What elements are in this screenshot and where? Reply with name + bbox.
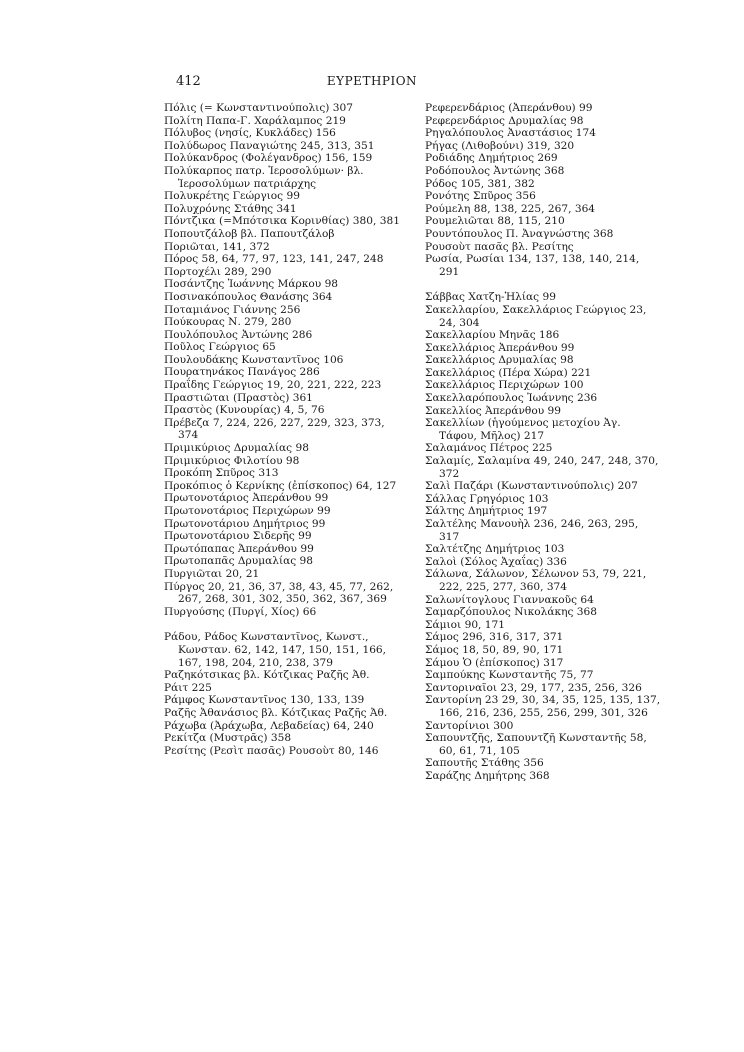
index-entry: Σάββας Χατζη-Ἠλίας 99: [425, 291, 556, 304]
section-gap: [164, 618, 400, 631]
index-entry: Πόρος 58, 64, 77, 97, 123, 141, 247, 248: [164, 253, 384, 266]
index-entry: Πραστιῶται (Πραστὸς) 361: [164, 391, 313, 404]
index-entry: Σαλαμίς, Σαλαμίνα 49, 240, 247, 248, 370, 372: [425, 455, 659, 480]
index-entry: Ρήγας (Λιθοβούνι) 319, 320: [425, 139, 575, 152]
index-entry: Σαλαμάνος Πέτρος 225: [425, 442, 553, 455]
index-entry: Πριμικύριος Φιλοτίου 98: [164, 454, 300, 467]
index-entry: Σαντοριναῖοι 23, 29, 177, 235, 256, 326: [425, 681, 642, 694]
index-entry: Πόντζικα (=Μπότσικα Κορινθίας) 380, 381: [164, 215, 400, 228]
index-entry: Σακελλάριος Δρυμαλίας 98: [425, 354, 574, 367]
index-entry: Πουρατηνάκος Πανάγος 286: [164, 366, 320, 379]
index-entry: Ρουντόπουλος Π. Ἀναγνώστης 368: [425, 227, 614, 240]
index-entry: Πουλουδάκης Κωνσταντῖνος 106: [164, 353, 344, 366]
index-entry: Σακελλίος Ἀπεράνθου 99: [425, 404, 561, 417]
index-entry: Σακελλαρόπουλος Ἰωάννης 236: [425, 392, 598, 405]
index-entry: Πρωτονοτάριος Περιχώρων 99: [164, 505, 331, 517]
index-entry: Ρόδος 105, 381, 382: [425, 177, 535, 190]
index-entry: Πύργος 20, 21, 36, 37, 38, 43, 45, 77, 262, 267, 268, 301, 302, 350, 362, 367, 369: [164, 580, 394, 606]
index-entry: Σάλλας Γρηγόριος 103: [425, 492, 549, 505]
index-entry: Ρουμελιῶται 88, 115, 210: [425, 215, 565, 228]
index-entry: Πολυχρόνης Στάθης 341: [164, 202, 297, 215]
index-entry: Ρουσοὺτ πασᾶς βλ. Ρεσίτης: [425, 240, 574, 253]
index-entry: Σαπουτῆς Στάθης 356: [425, 757, 544, 770]
index-entry: Πολυκρέτης Γεώργιος 99: [164, 190, 300, 203]
index-entry: Σαλτέτζης Δημήτριος 103: [425, 543, 565, 556]
index-entry: Σαλὶ Παζάρι (Κωνσταντινούπολις) 207: [425, 480, 638, 493]
index-entry: Σάμος 296, 316, 317, 371: [425, 631, 564, 644]
index-entry: Σαπουντζῆς, Σαπουντζῆ Κωνσταντῆς 58, 60, 61, 71, 105: [425, 732, 647, 757]
index-entry: Πολίτη Παπα-Γ. Χαράλαμπος 219: [164, 114, 346, 127]
index-entry: Σακελλαρίου Μηνᾶς 186: [425, 329, 560, 342]
index-entry: Ραζηκότσικας βλ. Κότζικας Ραζῆς Ἀθ.: [164, 669, 370, 682]
index-entry: Σάμος 18, 50, 89, 90, 171: [425, 643, 564, 656]
index-entry: Ράχωβα (Ἀράχωβα, Λεβαδείας) 64, 240: [164, 719, 374, 732]
index-entry: Σαράζης Δημήτρης 368: [425, 769, 550, 782]
index-entry: Πρωτόπαπας Ἀπεράνθου 99: [164, 542, 314, 555]
index-entry: Πραστὸς (Κυνουρίας) 4, 5, 76: [164, 404, 325, 417]
index-entry: Ραζῆς Ἀθανάσιος βλ. Κότζικας Ραζῆς Ἀθ.: [164, 706, 388, 719]
index-entry: Πυργούσης (Πυργί, Χίος) 66: [164, 605, 317, 618]
index-column-left: [164, 102, 400, 757]
index-entry: Πορτοχέλι 289, 290: [164, 265, 272, 278]
index-entry: Σάμιοι 90, 171: [425, 618, 506, 631]
index-entry: Πολύδωρος Παναγιώτης 245, 313, 351: [164, 139, 375, 152]
index-entry: Ποπουτζάλοβ βλ. Παπουτζάλοβ: [164, 227, 335, 240]
index-entry: Πολύκαρπος πατρ. Ἱεροσολύμων· βλ. Ἱεροσολύμων πατριάρχης: [164, 164, 364, 190]
index-entry: Ποταμιάνος Γιάννης 256: [164, 303, 301, 316]
section-gap: [425, 278, 661, 291]
index-entry: Πολύκανδρος (Φολέγανδρος) 156, 159: [164, 152, 373, 165]
index-entry: Πραΐδης Γεώργιος 19, 20, 221, 222, 223: [164, 379, 382, 392]
index-entry: Πρωτονοτάριου Σιδερῆς 99: [164, 530, 312, 543]
index-entry: Ρεφερενδάριος Δρυμαλίας 98: [425, 114, 584, 127]
index-entry: Ποσάντζης Ἰωάννης Μάρκου 98: [164, 278, 339, 291]
index-entry: Ροδόπουλος Ἀντώνης 368: [425, 164, 565, 177]
index-entry: Ρηγαλόπουλος Ἀναστάσιος 174: [425, 127, 597, 140]
index-entry: Προκόπιος ὁ Κερνίκης (ἐπίσκοπος) 64, 127: [164, 479, 397, 492]
index-entry: Ρεκίτζα (Μυστρᾶς) 358: [164, 732, 292, 745]
index-entry: Σακελλαρίου, Σακελλάριος Γεώργιος 23, 24, 304: [425, 303, 647, 329]
index-entry: Πουλόπουλος Ἀντώνης 286: [164, 328, 313, 341]
index-entry: Ποῦλος Γεώργιος 65: [164, 341, 276, 354]
index-entry: Σάλωνα, Σάλωνον, Σέλωνον 53, 79, 221, 222, 225, 277, 360, 374: [425, 568, 647, 593]
index-entry: Προκόπη Σπῦρος 313: [164, 467, 279, 480]
index-entry: Σακελλίων (ἡγούμενος μετοχίου Ἀγ. Τάφου, Μῆλος) 217: [425, 417, 621, 442]
index-entry: Ποριῶται, 141, 372: [164, 240, 270, 253]
index-entry: Σαμπούκης Κωνσταντῆς 75, 77: [425, 669, 594, 682]
index-entry: Ράμφος Κωνσταντῖνος 130, 133, 139: [164, 694, 365, 707]
index-entry: Σακελλάριος Ἀπεράνθου 99: [425, 341, 575, 354]
index-entry: Πυργιῶται 20, 21: [164, 567, 260, 580]
index-entry: Ρεφερενδάριος (Ἀπεράνθου) 99: [425, 102, 593, 114]
index-entry: Σάμου Ὁ (ἐπίσκοπος) 317: [425, 656, 564, 669]
index-entry: Ρονότης Σπῦρος 356: [425, 190, 536, 203]
index-entry: Σαμαρζόπουλος Νικολάκης 368: [425, 606, 597, 619]
index-entry: Ρεσίτης (Ρεσὶτ πασᾶς) Ρουσοὺτ 80, 146: [164, 744, 379, 757]
index-entry: Σαλωνίτογλους Γιαννακοῦς 64: [425, 593, 594, 606]
index-entry: Πρωτοπαπᾶς Δρυμαλίας 98: [164, 555, 314, 568]
page-number: 412: [176, 74, 201, 89]
index-entry: Πούκουρας Ν. 279, 280: [164, 316, 292, 329]
index-entry: Ρωσία, Ρωσίαι 134, 137, 138, 140, 214, 291: [425, 253, 640, 278]
index-entry: Σάλτης Δημήτριος 197: [425, 505, 548, 518]
index-entry: Σακελλάριος Περιχώρων 100: [425, 379, 584, 392]
index-entry: Σαντορίνη 23 29, 30, 34, 35, 125, 135, 137, 166, 216, 236, 255, 256, 299, 301, 326: [425, 694, 661, 719]
index-entry: Σαλοὶ (Σόλος Ἀχαΐας) 336: [425, 555, 567, 568]
index-entry: Πρωτονοτάριου Δημήτριος 99: [164, 517, 326, 530]
index-entry: Σαντορίνιοι 300: [425, 719, 514, 732]
index-entry: Πόλις (= Κωνσταντινούπολις) 307: [164, 102, 353, 114]
index-entry: Ροδιάδης Δημήτριος 269: [425, 152, 558, 165]
index-entry: Σακελλάριος (Πέρα Χώρα) 221: [425, 366, 592, 379]
index-entry: Πριμικύριος Δρυμαλίας 98: [164, 442, 309, 455]
index-entry: Ράδου, Ράδος Κωνσταντῖνος, Κωνστ., Κωνσταν. 62, 142, 147, 150, 151, 166, 167, 198, 204, 210, 238, 379: [164, 631, 387, 669]
index-column-right: [425, 102, 661, 782]
index-entry: Ποσινακόπουλος Θανάσης 364: [164, 290, 333, 303]
index-entry: Ράιτ 225: [164, 681, 212, 694]
index-entry: Ρούμελη 88, 138, 225, 267, 364: [425, 202, 596, 215]
index-entry: Πρέβεζα 7, 224, 226, 227, 229, 323, 373, 374: [164, 416, 385, 442]
index-entry: Πρωτονοτάριος Ἀπεράνθου 99: [164, 492, 329, 505]
running-head: ΕΥΡΕΤΗΡΙΟΝ: [326, 74, 418, 88]
index-entry: Πόλυβος (νησίς, Κυκλάδες) 156: [164, 127, 336, 140]
index-entry: Σαλτέλης Μανουὴλ 236, 246, 263, 295, 317: [425, 518, 639, 543]
